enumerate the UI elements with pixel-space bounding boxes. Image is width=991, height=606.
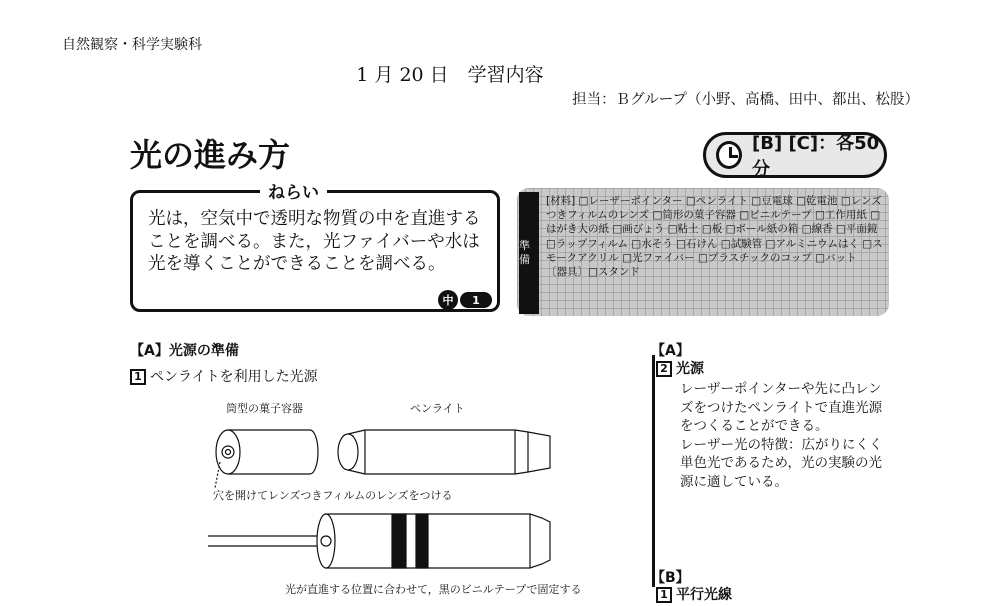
lesson-title: 光の進み方	[130, 136, 291, 174]
clock-icon	[716, 141, 742, 169]
caption-hole: 穴を開けてレンズつきフィルムのレンズをつける	[213, 489, 453, 502]
item-penlight-light-source	[130, 366, 318, 386]
chapter-badge	[438, 290, 492, 310]
chapter-level: 中	[438, 290, 458, 310]
penlight-illustration	[338, 430, 550, 474]
date-title: 1 月 20 日 学習内容	[356, 64, 544, 86]
item-label: ペンライトを利用した光源	[150, 369, 318, 385]
item-number: 1	[130, 369, 146, 385]
preparation-tab: 準備	[519, 192, 539, 314]
preparation-materials	[546, 194, 886, 279]
assembled-light-source	[208, 514, 550, 568]
caption-case: 筒型の菓子容器	[226, 402, 303, 415]
sidebar-item-number: 2	[656, 361, 672, 377]
sidebar-rule	[652, 355, 655, 587]
sidebar-item-parallel-rays	[656, 584, 732, 604]
sidebar-item-number-b: 1	[656, 587, 672, 603]
tools-list: 〔器具〕□スタンド	[546, 266, 640, 279]
aim-label: ねらい	[260, 178, 327, 203]
sidebar-a-heading: 【A】	[651, 343, 690, 359]
chapter-number: 1	[460, 292, 492, 308]
sidebar-item-text: レーザーポインターや先に凸レンズをつけたペンライトで直進光源をつくることができる。 レーザー光の特徴：広がりにくく単色光であるため，光の実験の光源に適している。	[680, 381, 883, 490]
sidebar-item-title-b: 平行光線	[676, 587, 732, 603]
time-text: [B] [C]：各50分	[752, 133, 880, 180]
staff-line: 担当：Ｂグループ（小野、高橋、田中、都出、松股）	[572, 92, 919, 108]
time-badge	[703, 132, 887, 178]
sidebar-item-title: 光源	[676, 361, 704, 377]
sidebar-b-heading: 【B】	[651, 570, 690, 586]
caption-tape: 光が直進する位置に合わせて，黒のビニルテープで固定する	[285, 583, 582, 596]
penlight-diagram	[200, 410, 570, 580]
sidebar-item-light-source	[656, 358, 704, 378]
section-a-heading: 【A】光源の準備	[130, 343, 239, 359]
caption-penlight: ペンライト	[410, 402, 465, 415]
aim-text: 光は，空気中で透明な物質の中を直進することを調べる。また，光ファイバーや水は光を導くことができることを調べる。	[148, 209, 481, 274]
candy-case-illustration	[215, 430, 318, 488]
materials-list: [材料] □レーザーポインター □ペンライト □豆電球 □乾電池 □レンズつきフィルムのレンズ □筒形の菓子容器 □ビニルテープ □工作用紙 □はがき大の紙 □画びょう □粘土 □板 □ボール紙の箱 □線香 □平面鏡 □ラップフィルム □水そう □石けん □試験管 □アルミニウムはく □スモークアクリル □光ファイバー □プラスチックのコップ □バット	[546, 195, 883, 264]
course-name: 自然観察・科学実験科	[62, 37, 202, 53]
